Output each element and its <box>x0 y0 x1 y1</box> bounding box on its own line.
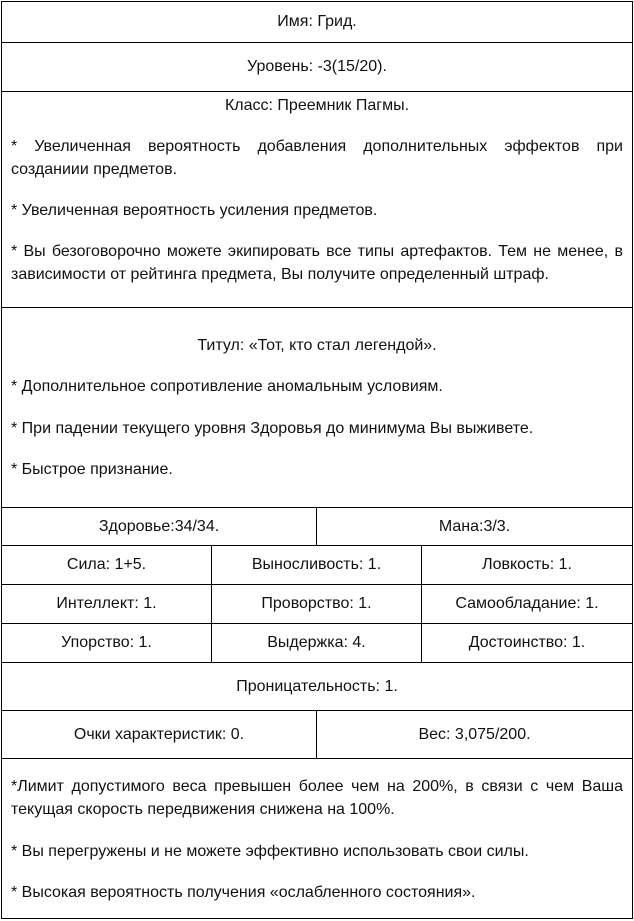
health-value: Здоровье:34/34. <box>98 517 220 535</box>
class-section <box>1 91 633 308</box>
title-effect: * Быстрое признание. <box>11 461 173 478</box>
level-row <box>1 42 633 92</box>
insight-row <box>1 662 633 711</box>
stat-composure: Самообладание: 1. <box>455 595 599 612</box>
title-effect: * При падении текущего уровня Здоровья до минимума Вы выживете. <box>11 420 534 437</box>
stat-dignity: Достоинство: 1. <box>468 634 586 651</box>
stat-insight: Проницательность: 1. <box>236 677 398 695</box>
stat-strength: Сила: 1+5. <box>66 556 147 573</box>
title-effect: * Дополнительное сопротивление аномальным условиям. <box>11 378 443 395</box>
stats-row <box>1 545 633 585</box>
stat-dexterity: Проворство: 1. <box>261 595 372 612</box>
class-effect: * Увеличенная вероятность добавления дополнительных эффектов при созданиии предметов. <box>11 138 623 178</box>
vitals-row <box>1 507 633 546</box>
weight-value: Вес: 3,075/200. <box>418 725 531 743</box>
character-level: Уровень: -3(15/20). <box>247 58 387 75</box>
status-effect: * Высокая вероятность получения «ослабленного состояния». <box>11 884 476 901</box>
name-row <box>1 1 633 43</box>
status-effects-section <box>1 758 633 919</box>
stats-row <box>1 584 633 624</box>
stat-agility: Ловкость: 1. <box>482 556 572 573</box>
stat-points: Очки характеристик: 0. <box>73 725 245 743</box>
status-effect: *Лимит допустимого веса превышен более чем на 200%, в связи с чем Ваша текущая скорость передвижения снижена на 100%. <box>11 778 623 818</box>
character-status-sheet <box>1 1 633 919</box>
mana-value: Мана:3/3. <box>438 517 511 535</box>
class-effect: * Увеличенная вероятность усиления предметов. <box>11 202 378 219</box>
class-effect: * Вы безоговорочно можете экипировать все типы артефактов. Тем не менее, в зависимости от рейтинга предмета, Вы получите определенный штраф. <box>11 243 623 283</box>
class-title: Класс: Преемник Пагмы. <box>224 97 410 114</box>
title-section <box>1 307 633 508</box>
stats-row <box>1 623 633 663</box>
status-effect: * Вы перегружены и не можете эффективно использовать свои силы. <box>11 843 529 860</box>
stat-stamina: Выносливость: 1. <box>251 556 382 573</box>
stat-intellect: Интеллект: 1. <box>56 595 157 612</box>
character-name: Имя: Грид. <box>277 13 357 30</box>
points-weight-row <box>1 710 633 759</box>
stat-endurance: Выдержка: 4. <box>267 634 366 651</box>
title-name: Титул: «Тот, кто стал легендой». <box>197 337 437 354</box>
stat-persistence: Упорство: 1. <box>61 634 152 651</box>
